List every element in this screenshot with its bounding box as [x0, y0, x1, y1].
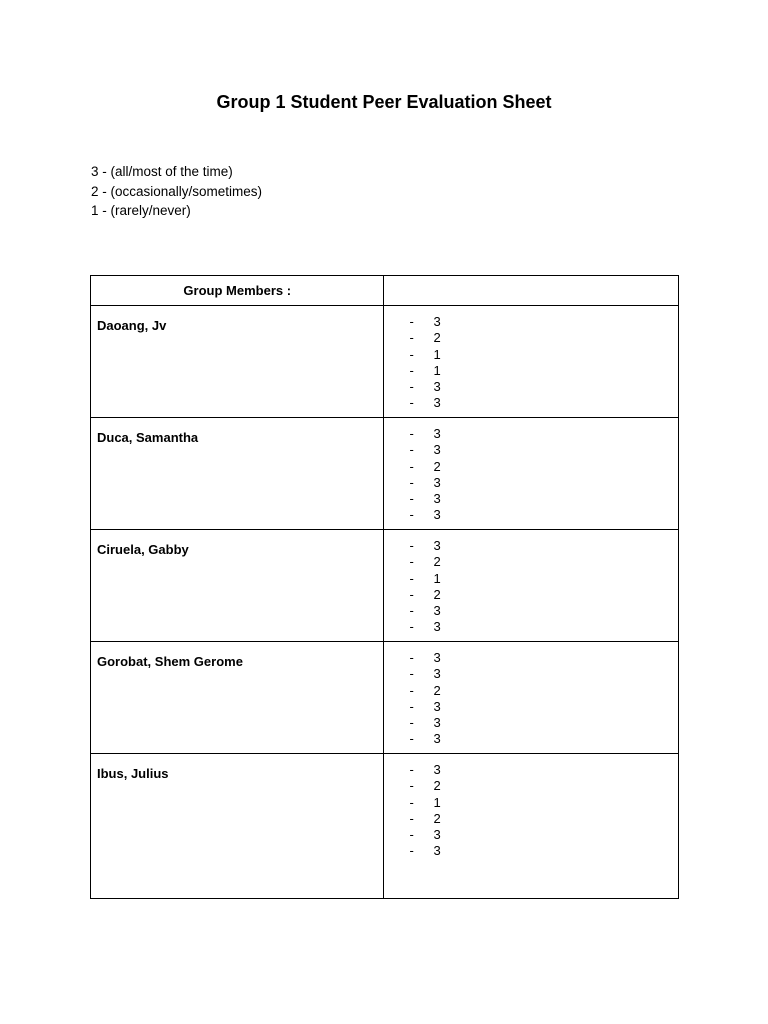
score-dash: - [409, 762, 414, 777]
score-dash: - [409, 458, 414, 474]
score-dash: - [409, 330, 414, 346]
score-item [409, 843, 678, 859]
score-value: 3 [433, 314, 441, 329]
member-name: Gorobat, Shem Gerome [97, 654, 243, 669]
score-item [409, 699, 678, 715]
table-row [91, 642, 679, 754]
score-item [409, 538, 678, 554]
page-title: Group 1 Student Peer Evaluation Sheet [216, 92, 552, 112]
score-value: 2 [433, 586, 441, 602]
rating-legend [91, 162, 262, 221]
member-name: Ciruela, Gabby [97, 542, 189, 557]
score-dash: - [409, 346, 414, 362]
table-row [91, 530, 679, 642]
score-value: 3 [433, 843, 441, 859]
member-scores-cell [384, 418, 679, 530]
score-dash: - [409, 603, 414, 619]
score-value: 3 [433, 426, 441, 441]
score-dash: - [409, 474, 414, 490]
member-scores-cell [384, 306, 679, 418]
score-dash: - [409, 794, 414, 810]
score-item [409, 475, 678, 491]
score-dash: - [409, 843, 414, 859]
score-list [384, 418, 678, 524]
table-row [91, 306, 679, 418]
group-members-header-cell [91, 276, 384, 306]
member-scores-cell [384, 530, 679, 642]
score-value: 2 [433, 810, 441, 826]
score-value: 3 [433, 827, 441, 843]
score-dash: - [409, 314, 414, 329]
score-item [409, 619, 678, 635]
score-dash: - [409, 666, 414, 682]
score-dash: - [409, 698, 414, 714]
score-value: 1 [433, 362, 441, 378]
score-item [409, 426, 678, 442]
score-item [409, 587, 678, 603]
score-value: 3 [433, 491, 441, 507]
score-item [409, 811, 678, 827]
member-name-cell [91, 418, 384, 530]
score-value: 2 [433, 330, 441, 346]
score-item [409, 507, 678, 523]
score-value: 3 [433, 507, 441, 523]
score-dash: - [409, 507, 414, 523]
score-item [409, 778, 678, 794]
score-item [409, 571, 678, 587]
score-dash: - [409, 554, 414, 570]
score-value: 3 [433, 538, 441, 553]
score-value: 3 [433, 650, 441, 665]
score-value: 1 [433, 570, 441, 586]
score-item [409, 731, 678, 747]
score-dash: - [409, 538, 414, 553]
score-item [409, 459, 678, 475]
score-dash: - [409, 586, 414, 602]
member-name-cell [91, 754, 384, 899]
score-value: 3 [433, 715, 441, 731]
group-members-header: Group Members : [183, 283, 292, 298]
score-dash: - [409, 810, 414, 826]
score-item [409, 363, 678, 379]
score-item [409, 330, 678, 346]
legend-item: 2 - (occasionally/sometimes) [91, 183, 263, 199]
score-list [384, 306, 678, 412]
table-row [91, 418, 679, 530]
score-item [409, 314, 678, 330]
member-name: Daoang, Jv [97, 318, 167, 333]
score-dash: - [409, 570, 414, 586]
legend-item: 1 - (rarely/never) [91, 203, 191, 218]
score-value: 3 [433, 474, 441, 490]
score-item [409, 650, 678, 666]
member-name-cell [91, 530, 384, 642]
score-value: 1 [433, 346, 441, 362]
member-scores-cell [384, 754, 679, 899]
score-dash: - [409, 442, 414, 458]
score-list [384, 530, 678, 636]
member-name: Duca, Samantha [97, 430, 199, 445]
score-value: 3 [433, 666, 441, 682]
score-item [409, 762, 678, 778]
score-item [409, 683, 678, 699]
score-dash: - [409, 778, 414, 794]
score-value: 3 [433, 395, 441, 411]
score-value: 2 [433, 682, 441, 698]
score-value: 3 [433, 379, 441, 395]
score-dash: - [409, 650, 414, 665]
score-value: 1 [433, 794, 441, 810]
score-value: 2 [433, 458, 441, 474]
score-value: 2 [433, 554, 441, 570]
score-item [409, 715, 678, 731]
score-item [409, 442, 678, 458]
member-name-cell [91, 306, 384, 418]
score-item [409, 603, 678, 619]
score-dash: - [409, 619, 414, 635]
member-name: Ibus, Julius [97, 766, 169, 781]
scores-header-cell [384, 276, 679, 306]
score-value: 2 [433, 778, 441, 794]
score-dash: - [409, 682, 414, 698]
legend-item: 3 - (all/most of the time) [91, 164, 233, 179]
score-dash: - [409, 426, 414, 441]
score-dash: - [409, 491, 414, 507]
member-name-cell [91, 642, 384, 754]
score-list [384, 642, 678, 748]
score-dash: - [409, 827, 414, 843]
member-scores-cell [384, 642, 679, 754]
score-dash: - [409, 362, 414, 378]
table-row [91, 754, 679, 899]
evaluation-table [90, 275, 679, 899]
score-item [409, 827, 678, 843]
score-item [409, 395, 678, 411]
score-item [409, 491, 678, 507]
score-value: 3 [433, 442, 441, 458]
score-value: 3 [433, 603, 441, 619]
score-value: 3 [433, 762, 441, 777]
score-dash: - [409, 395, 414, 411]
table-header-row [91, 276, 679, 306]
score-dash: - [409, 715, 414, 731]
score-dash: - [409, 379, 414, 395]
score-dash: - [409, 731, 414, 747]
score-item [409, 379, 678, 395]
score-list [384, 754, 678, 860]
score-value: 3 [433, 619, 441, 635]
score-item [409, 666, 678, 682]
score-item [409, 795, 678, 811]
score-value: 3 [433, 731, 441, 747]
score-item [409, 347, 678, 363]
score-item [409, 554, 678, 570]
score-value: 3 [433, 698, 441, 714]
